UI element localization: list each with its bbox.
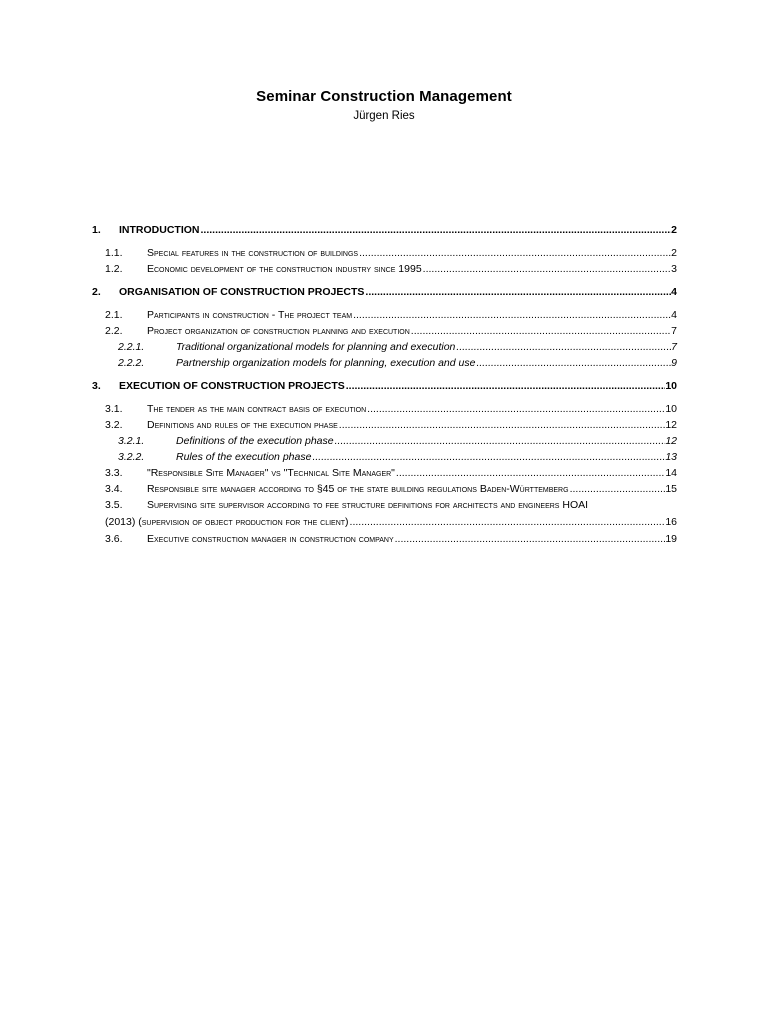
dot-leader	[395, 465, 665, 481]
dot-leader	[422, 261, 671, 277]
toc-entry-title: Project organization of construction planning and execution	[147, 325, 410, 337]
dot-leader	[455, 339, 671, 355]
toc-entry-title: Responsible site manager according to §45 of the state building regulations Baden-Württemberg	[147, 483, 569, 495]
toc-entry-number: 3.3.	[105, 467, 123, 479]
toc-entry-title: Rules of the execution phase	[176, 451, 312, 463]
toc-entry-page: 14	[665, 467, 677, 479]
toc-entry-number: 3.2.1.	[118, 435, 145, 447]
toc-entry-number: 2.2.	[105, 325, 123, 337]
toc-entry-page: 4	[671, 286, 677, 298]
toc-entry-title: Traditional organizational models for planning and execution	[176, 341, 456, 353]
toc-entry-page: 7	[671, 325, 677, 337]
toc-entry-page: 15	[665, 483, 677, 495]
toc-entry-title: Participants in construction - The project team	[147, 309, 353, 321]
toc-entry-number: 2.1.	[105, 309, 123, 321]
toc-entry-title: ORGANISATION OF CONSTRUCTION PROJECTS	[119, 286, 365, 298]
toc-entry-title: The tender as the main contract basis of execution	[147, 403, 367, 415]
dot-leader	[349, 514, 666, 530]
toc-entry-number: 1.	[92, 224, 101, 236]
toc-entry-page: 19	[665, 533, 677, 545]
toc-entry[interactable]	[92, 433, 677, 449]
toc-entry[interactable]	[92, 307, 677, 323]
dot-leader	[334, 433, 666, 449]
toc-entry[interactable]	[92, 323, 677, 339]
toc-entry-page: 13	[665, 451, 677, 463]
dot-leader	[352, 307, 671, 323]
dot-leader	[366, 401, 665, 417]
table-of-contents	[92, 222, 677, 547]
toc-entry-number: 2.2.1.	[118, 341, 145, 353]
toc-entry-title: INTRODUCTION	[119, 224, 200, 236]
document-title: Seminar Construction Management	[256, 88, 512, 105]
toc-entry-number: 1.2.	[105, 263, 123, 275]
toc-entry[interactable]	[92, 378, 677, 394]
toc-entry-page: 7	[671, 341, 677, 353]
toc-entry[interactable]	[92, 497, 677, 531]
toc-entry-title: EXECUTION OF CONSTRUCTION PROJECTS	[119, 380, 345, 392]
toc-entry-number: 3.5.	[105, 499, 123, 511]
toc-entry-page: 12	[665, 435, 677, 447]
toc-entry[interactable]	[92, 401, 677, 417]
toc-entry[interactable]	[92, 245, 677, 261]
toc-entry-number: 1.1.	[105, 247, 123, 259]
toc-entry-title-line1: Supervising site supervisor according to fee structure definitions for architects and engineers HOAI	[147, 499, 589, 511]
toc-entry[interactable]	[92, 465, 677, 481]
document-author: Jürgen Ries	[353, 110, 415, 122]
toc-entry-page: 2	[671, 247, 677, 259]
dot-leader	[394, 531, 666, 547]
dot-leader	[410, 323, 671, 339]
toc-entry-page: 10	[665, 403, 677, 415]
toc-entry[interactable]	[92, 449, 677, 465]
toc-entry-number: 3.6.	[105, 533, 123, 545]
toc-entry-number: 2.	[92, 286, 101, 298]
toc-entry[interactable]	[92, 481, 677, 497]
toc-entry-number: 3.2.	[105, 419, 123, 431]
toc-entry-page: 9	[671, 357, 677, 369]
dot-leader	[200, 222, 672, 238]
toc-entry[interactable]	[92, 284, 677, 300]
toc-entry-number: 3.	[92, 380, 101, 392]
toc-entry[interactable]	[92, 355, 677, 371]
toc-entry-page: 16	[665, 516, 677, 528]
toc-entry[interactable]	[92, 531, 677, 547]
toc-entry-title: Executive construction manager in construction company	[147, 533, 394, 545]
toc-entry-page: 10	[665, 380, 677, 392]
toc-entry-title: Economic development of the construction industry since 1995	[147, 263, 422, 275]
dot-leader	[338, 417, 666, 433]
toc-entry-title: Definitions of the execution phase	[176, 435, 334, 447]
dot-leader	[345, 378, 666, 394]
toc-entry-page: 2	[671, 224, 677, 236]
dot-leader	[311, 449, 665, 465]
dot-leader	[569, 481, 666, 497]
toc-entry-page: 4	[671, 309, 677, 321]
toc-entry-page: 3	[671, 263, 677, 275]
toc-entry-number: 2.2.2.	[118, 357, 145, 369]
toc-entry-title: Partnership organization models for planning, execution and use	[176, 357, 476, 369]
dot-leader	[358, 245, 671, 261]
dot-leader	[475, 355, 671, 371]
toc-entry-number: 3.4.	[105, 483, 123, 495]
toc-entry-title: Definitions and rules of the execution phase	[147, 419, 338, 431]
toc-entry[interactable]	[92, 339, 677, 355]
toc-entry-number: 3.2.2.	[118, 451, 145, 463]
dot-leader	[364, 284, 671, 300]
toc-entry-title: "Responsible Site Manager" vs "Technical Site Manager"	[147, 467, 395, 479]
toc-entry[interactable]	[92, 417, 677, 433]
toc-entry-title-line2: (2013) (supervision of object production for the client)	[105, 516, 349, 528]
toc-entry[interactable]	[92, 261, 677, 277]
toc-entry-title: Special features in the construction of buildings	[147, 247, 359, 259]
toc-entry[interactable]	[92, 222, 677, 238]
toc-entry-page: 12	[665, 419, 677, 431]
toc-entry-number: 3.1.	[105, 403, 123, 415]
